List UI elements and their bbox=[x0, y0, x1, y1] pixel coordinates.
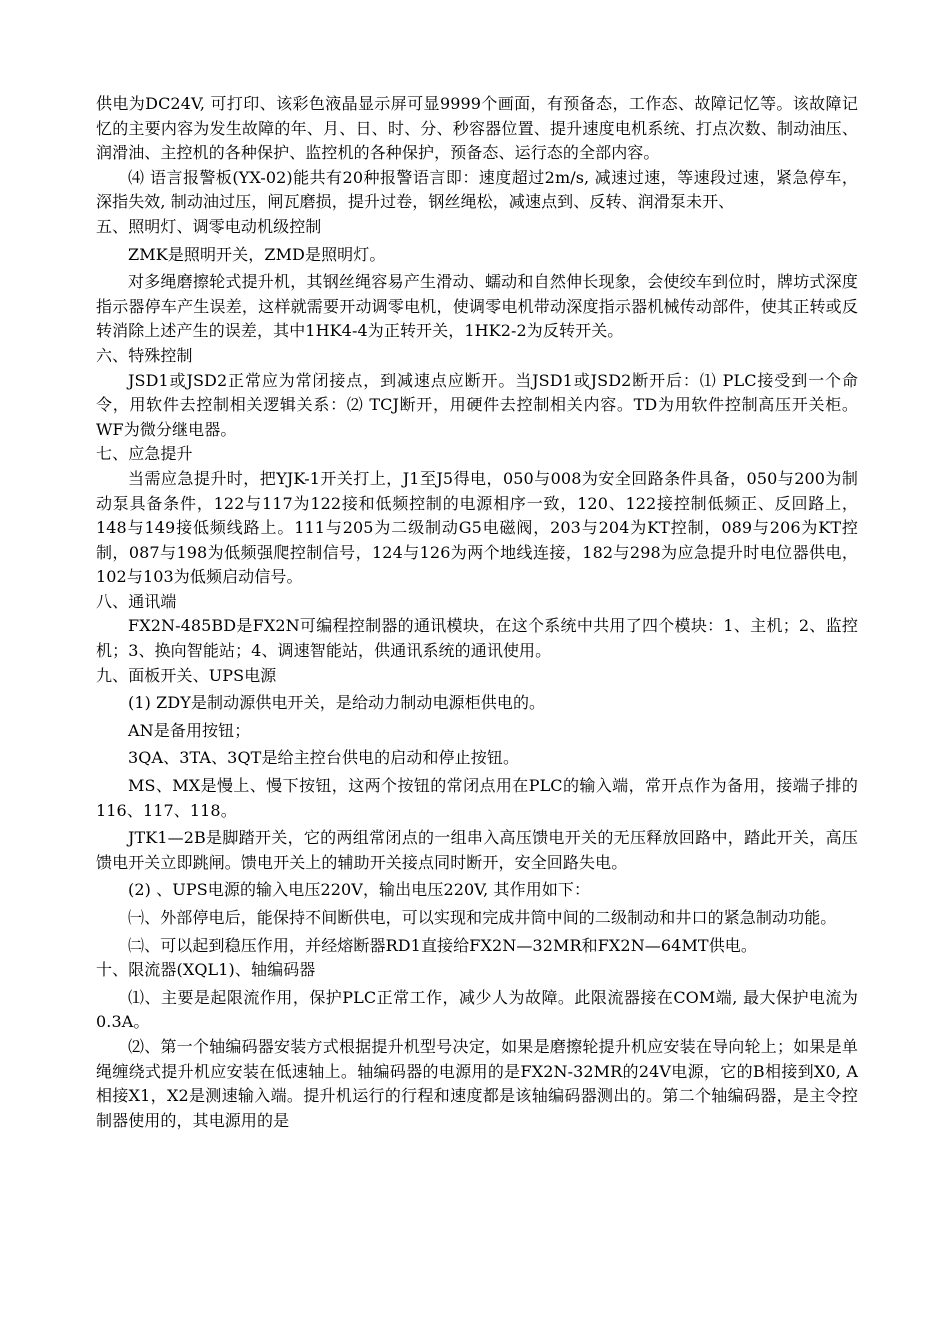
paragraph-jsd: JSD1或JSD2正常应为常闭接点，到减速点应断开。当JSD1或JSD2断开后：⑴ PLC接受到一个命令，用软件去控制相关逻辑关系：⑵ TCJ断开，用硬件去控制相关内容。TD为用软件控制高压开关柜。WF为微分继电器。 bbox=[96, 370, 858, 439]
document-page bbox=[96, 92, 858, 1133]
paragraph-emergency-lift: 当需应急提升时，把YJK-1开关打上，J1至J5得电，050与008为安全回路条件具备，050与200为制动泵具备条件，122与117为122接和低频控制的电源相序一致，120、122接控制低频正、反回路上，148与149接低频线路上。111与205为二级制动G5电磁阀，203与204为KT控制，089与206为KT控制，087与198为低频强爬控制信号，124与126为两个地线连接，182与298为应急提升时电位器供电，102与103为低频启动信号。 bbox=[96, 468, 858, 587]
paragraph-encoder: ⑵、第一个轴编码器安装方式根据提升机型号决定，如果是磨擦轮提升机应安装在导向轮上；如果是单绳缠绕式提升机应安装在低速轴上。轴编码器的电源用的是FX2N-32MR的24V电源，它的B相接到X0, A相接X1，X2是测速输入端。提升机运行的行程和速度都是该轴编码器测出的。第二个轴编码器，是主令控制器使用的，其电源用的是 bbox=[96, 1036, 858, 1130]
section-heading-7: 七、应急提升 bbox=[96, 444, 193, 464]
paragraph-ups: (2) 、UPS电源的输入电压220V，输出电压220V, 其作用如下： bbox=[128, 880, 591, 900]
paragraph-zero-motor: 对多绳磨擦轮式提升机，其钢丝绳容易产生滑动、蠕动和自然伸长现象，会使绞车到位时，牌坊式深度指示器停车产生误差，这样就需要开动调零电机，使调零电机带动深度指示器机械传动部件，使其正转或反转消除上述产生的误差，其中1HK4-4为正转开关，1HK2-2为反转开关。 bbox=[96, 272, 858, 341]
section-heading-8: 八、通讯端 bbox=[96, 591, 177, 611]
paragraph-zdy: (1) ZDY是制动源供电开关，是给动力制动电源柜供电的。 bbox=[128, 693, 546, 713]
paragraph-display-intro: 供电为DC24V, 可打印、该彩色液晶显示屏可显9999个画面，有预备态，工作态、故障记忆等。该故障记忆的主要内容为发生故障的年、月、日、时、分、秒容器位置、提升速度电机系统、打点次数、制动油压、润滑油、主控机的各种保护、监控机的各种保护，预备态、运行态的全部内容。 bbox=[96, 94, 858, 163]
section-heading-10: 十、限流器(XQL1)、轴编码器 bbox=[96, 960, 316, 980]
paragraph-ups-1: ㈠、外部停电后，能保持不间断供电，可以实现和完成井筒中间的二级制动和井口的紧急制动功能。 bbox=[128, 908, 837, 927]
paragraph-zmk: ZMK是照明开关，ZMD是照明灯。 bbox=[128, 244, 386, 264]
section-heading-9: 九、面板开关、UPS电源 bbox=[96, 665, 277, 685]
paragraph-jtk: JTK1—2B是脚踏开关，它的两组常闭点的一组串入高压馈电开关的无压释放回路中，踏此开关，高压馈电开关立即跳闸。馈电开关上的辅助开关接点同时断开，安全回路失电。 bbox=[96, 828, 858, 872]
paragraph-voice-alarm-board: ⑷ 语言报警板(YX-02)能共有20种报警语言即：速度超过2m/s, 减速过速，等速段过速，紧急停车，深指失效, 制动油过压，闸瓦磨损，提升过卷，钢丝绳松，减速点到、反转、润滑泵未开、 bbox=[96, 167, 858, 212]
paragraph-ups-2: ㈡、可以起到稳压作用，并经熔断器RD1直接给FX2N—32MR和FX2N—64MT供电。 bbox=[128, 935, 758, 955]
paragraph-3qa: 3QA、3TA、3QT是给主控台供电的启动和停止按钮。 bbox=[128, 748, 520, 768]
section-heading-6: 六、特殊控制 bbox=[96, 345, 193, 365]
paragraph-communication: FX2N-485BD是FX2N可编程控制器的通讯模块，在这个系统中共用了四个模块：1、主机；2、监控机；3、换向智能站；4、调速智能站，供通讯系统的通讯使用。 bbox=[96, 616, 858, 661]
section-heading-5: 五、照明灯、调零电动机级控制 bbox=[96, 216, 322, 236]
paragraph-an: AN是备用按钮； bbox=[128, 720, 251, 740]
paragraph-limiter: ⑴、主要是起限流作用，保护PLC正常工作，减少人为故障。此限流器接在COM端, 最大保护电流为0.3A。 bbox=[96, 987, 858, 1032]
paragraph-ms-mx: MS、MX是慢上、慢下按钮，这两个按钮的常闭点用在PLC的输入端，常开点作为备用，接端子排的116、117、118。 bbox=[96, 776, 858, 820]
